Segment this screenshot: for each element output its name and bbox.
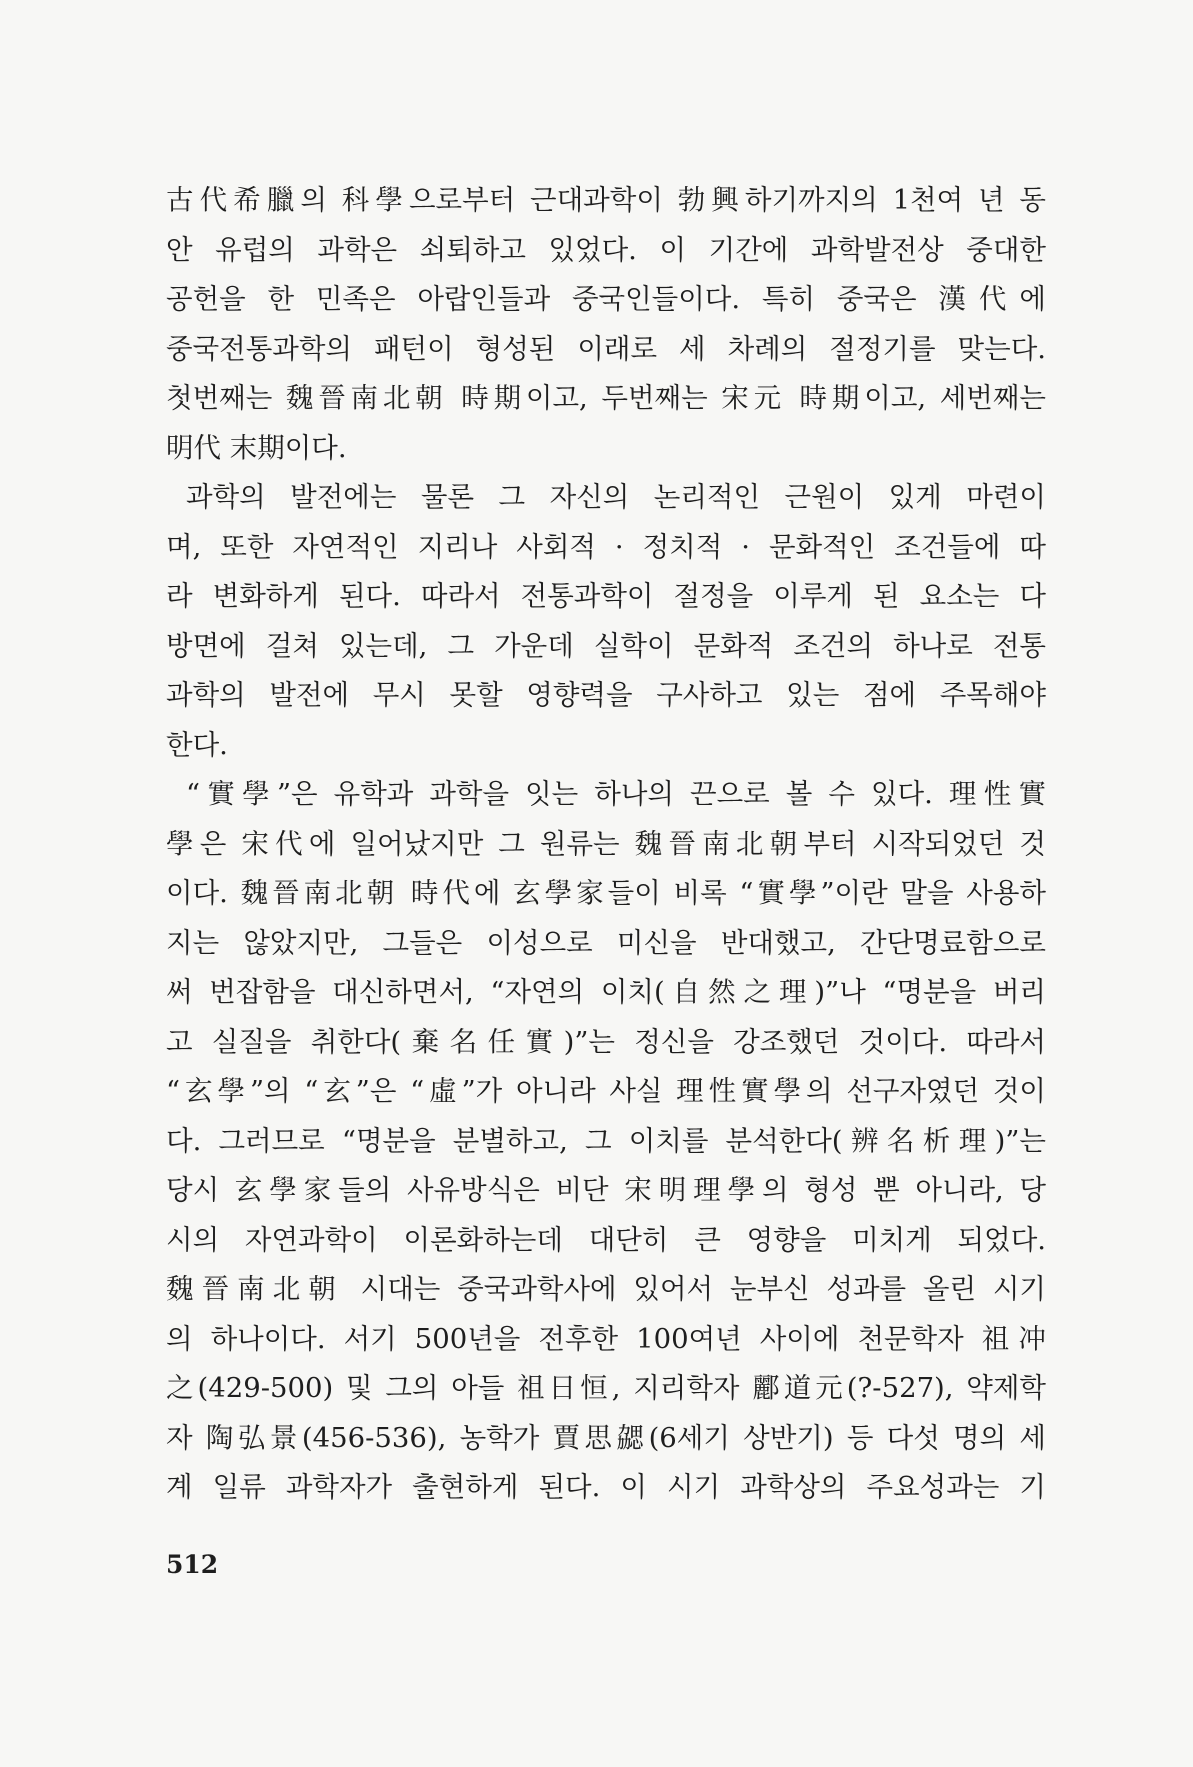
text-line: “玄學”의 “玄”은 “虛”가 아니라 사실 理性實學의 선구자였던 것이	[166, 1075, 1046, 1107]
text-line: 學은 宋代에 일어났지만 그 원류는 魏晉南北朝부터 시작되었던 것	[166, 827, 1046, 860]
text-line: 시의 자연과학이 이론화하는데 대단히 큰 영향을 미치게 되었다.	[166, 1223, 1046, 1256]
text-line: 지는 않았지만, 그들은 이성으로 미신을 반대했고, 간단명료함으로	[166, 926, 1046, 959]
text-line: 첫번째는 魏晉南北朝 時期이고, 두번째는 宋元 時期이고, 세번째는	[166, 382, 1046, 414]
text-line: 魏晉南北朝 시대는 중국과학사에 있어서 눈부신 성과를 올린 시기	[166, 1273, 1046, 1305]
body-text	[166, 176, 1046, 1513]
paragraph-3	[166, 770, 1046, 1513]
paragraph-2	[166, 473, 1046, 770]
text-line: 공헌을 한 민족은 아랍인들과 중국인들이다. 특히 중국은 漢代에	[166, 283, 1046, 315]
text-line: 다. 그러므로 “명분을 분별하고, 그 이치를 분석한다(辨名析理)”는	[166, 1124, 1046, 1157]
page-number: 512	[166, 1550, 219, 1579]
text-line: 써 번잡함을 대신하면서, “자연의 이치(自然之理)”나 “명분을 버리	[166, 976, 1046, 1008]
text-line: 과학의 발전에는 물론 그 자신의 논리적인 근원이 있게 마련이	[186, 481, 1046, 513]
text-line: 당시 玄學家들의 사유방식은 비단 宋明理學의 형성 뿐 아니라, 당	[166, 1174, 1046, 1206]
text-line: “實學”은 유학과 과학을 잇는 하나의 끈으로 볼 수 있다. 理性實	[186, 778, 1046, 810]
text-line: 라 변화하게 된다. 따라서 전통과학이 절정을 이루게 된 요소는 다	[166, 580, 1046, 612]
text-line: 한다.	[166, 728, 228, 761]
paragraph-1	[166, 176, 1046, 473]
text-line: 古代希臘의 科學으로부터 근대과학이 勃興하기까지의 1천여 년 동	[166, 184, 1046, 216]
text-line: 계 일류 과학자가 출현하게 된다. 이 시기 과학상의 주요성과는 기	[166, 1471, 1046, 1503]
text-line: 明代 末期이다.	[166, 431, 347, 464]
text-line: 며, 또한 자연적인 지리나 사회적 · 정치적 · 문화적인 조건들에 따	[166, 530, 1046, 563]
text-line: 과학의 발전에 무시 못할 영향력을 구사하고 있는 점에 주목해야	[166, 679, 1046, 711]
text-line: 자 陶弘景(456-536), 농학가 賈思勰(6세기 상반기) 등 다섯 명의 세	[166, 1421, 1046, 1454]
text-line: 이다. 魏晉南北朝 時代에 玄學家들이 비록 “實學”이란 말을 사용하	[166, 877, 1046, 909]
text-line: 방면에 걸쳐 있는데, 그 가운데 실학이 문화적 조건의 하나로 전통	[166, 629, 1046, 662]
text-line: 고 실질을 취한다(棄名任實)”는 정신을 강조했던 것이다. 따라서	[166, 1025, 1046, 1058]
text-line: 안 유럽의 과학은 쇠퇴하고 있었다. 이 기간에 과학발전상 중대한	[166, 233, 1046, 266]
text-line: 의 하나이다. 서기 500년을 전후한 100여년 사이에 천문학자 祖冲	[166, 1322, 1046, 1355]
text-line: 之(429-500) 및 그의 아들 祖日恒, 지리학자 酈道元(?-527), 약제학	[166, 1372, 1046, 1404]
text-line: 중국전통과학의 패턴이 형성된 이래로 세 차례의 절정기를 맞는다.	[166, 332, 1046, 365]
